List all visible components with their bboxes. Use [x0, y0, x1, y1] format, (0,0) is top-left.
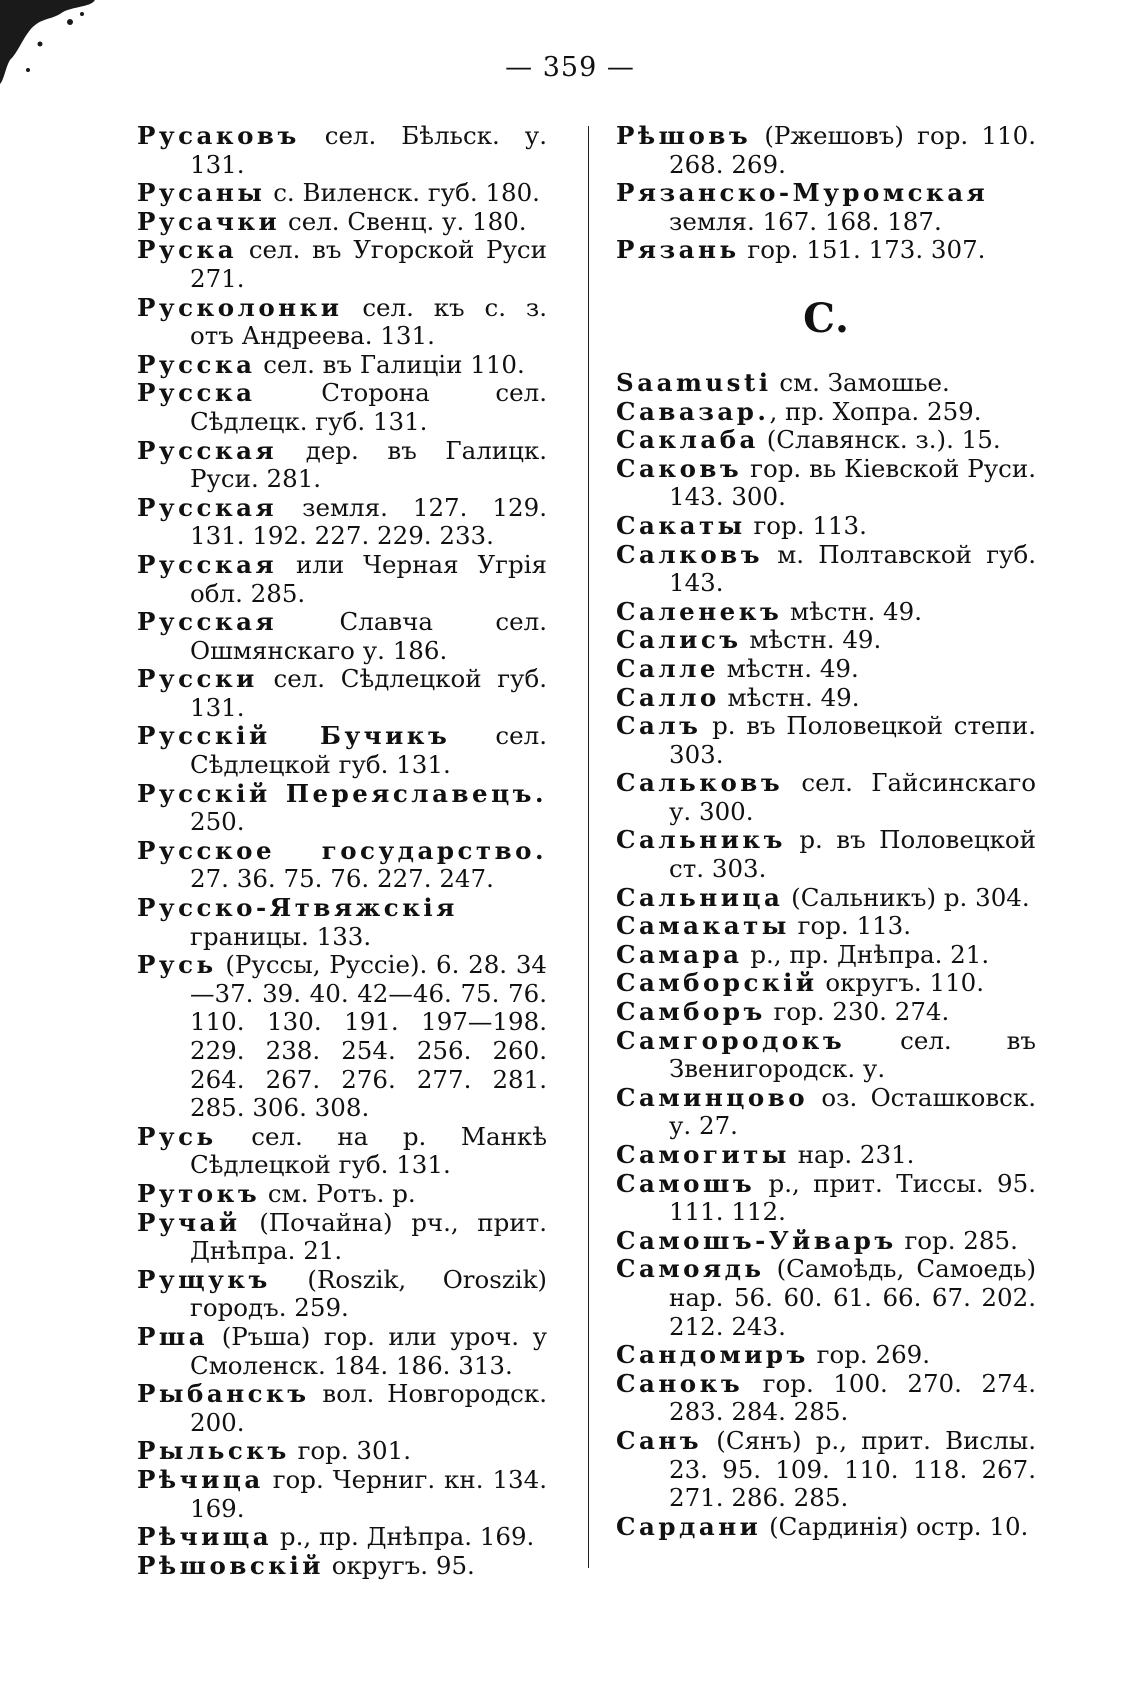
- entry-details: р., прит. Тиссы. 95. 111. 112.: [669, 1168, 1036, 1227]
- entry-headword: Санокъ: [616, 1368, 744, 1398]
- entry-headword: Русскій Бучикъ: [137, 721, 451, 751]
- index-entry: [137, 1523, 547, 1552]
- entry-headword: Русскій Переяславецъ.: [137, 778, 547, 808]
- index-entry: [137, 1180, 547, 1209]
- entry-details: сел. въ Галиціи 110.: [255, 349, 525, 379]
- entry-details: р. въ Половецкой ст. 303.: [669, 825, 1036, 884]
- entry-details: дер. въ Галицк. Руси. 281.: [190, 435, 547, 494]
- entry-headword: Рша: [137, 1321, 209, 1351]
- entry-details: р., пр. Днѣпра. 169.: [272, 1522, 535, 1552]
- entry-details: сел. въ Угорской Руси 271.: [190, 235, 547, 293]
- index-entry: [137, 351, 547, 380]
- entry-details: гор. вь Кіевской Руси. 143. 300.: [669, 453, 1036, 512]
- entry-details: гор. Черниг. кн. 134. 169.: [190, 1464, 547, 1523]
- index-entry: [137, 494, 547, 551]
- entry-headword: Рѣшовъ: [616, 121, 752, 150]
- entry-headword: Самошъ: [616, 1168, 756, 1198]
- entry-details: или Черная Угрія обл. 285.: [190, 549, 547, 608]
- entry-details: см. Замошье.: [771, 367, 950, 397]
- index-entry: [616, 598, 1036, 627]
- entry-headword: Самгородокъ: [616, 1025, 846, 1055]
- entry-details: 27. 36. 75. 76. 227. 247.: [190, 864, 494, 894]
- entry-details: сел. къ с. з. отъ Андреева. 131.: [190, 292, 547, 351]
- entry-headword: Сальковъ: [616, 768, 784, 798]
- index-entry: [616, 122, 1036, 179]
- right-column-bottom: [616, 369, 1036, 1541]
- index-entry: [616, 541, 1036, 598]
- page-number: — 359 —: [505, 52, 635, 83]
- index-entry: [137, 551, 547, 608]
- entry-details: см. Ротъ. р.: [260, 1178, 416, 1208]
- entry-headword: Русаны: [137, 178, 266, 208]
- entry-headword: Сальникъ: [616, 825, 786, 855]
- entry-details: (Почайна) рч., прит. Днѣпра. 21.: [190, 1207, 547, 1266]
- entry-headword: Салковъ: [616, 539, 763, 569]
- index-entry: [616, 769, 1036, 826]
- entry-headword: Рущукъ: [137, 1264, 271, 1294]
- entry-headword: Саминцово: [616, 1082, 809, 1112]
- entry-headword: Рѣчища: [137, 1522, 273, 1552]
- index-entry: [616, 1513, 1036, 1542]
- entry-headword: Ручай: [137, 1207, 241, 1237]
- entry-headword: Русская: [137, 435, 278, 465]
- entry-details: сел. на р. Манкѣ Сѣдлецкой губ. 131.: [190, 1121, 547, 1180]
- entry-headword: Русски: [137, 664, 258, 694]
- entry-headword: Сардани: [616, 1511, 762, 1541]
- index-entry: [137, 894, 547, 951]
- entry-details: с. Виленск. губ. 180.: [265, 178, 540, 208]
- entry-headword: Рязанско-Муромская: [616, 178, 989, 208]
- entry-details: м. Полтавской губ. 143.: [669, 539, 1036, 598]
- entry-headword: Саленекъ: [616, 596, 783, 626]
- entry-headword: Русколонки: [137, 292, 343, 322]
- entry-headword: Самоядь: [616, 1254, 765, 1284]
- entry-details: гор. 113.: [789, 911, 912, 941]
- entry-headword: Салъ: [616, 711, 702, 741]
- index-entry: [616, 998, 1036, 1027]
- entry-details: округъ. 110.: [817, 968, 985, 998]
- entry-details: сел. Гайсинскаго у. 300.: [669, 768, 1036, 826]
- index-entry: [137, 780, 547, 837]
- index-entry: [616, 684, 1036, 713]
- entry-details: (Сардинія) остр. 10.: [761, 1511, 1029, 1541]
- index-entry: [616, 712, 1036, 769]
- entry-details: гор. 100. 270. 274. 283. 284. 285.: [669, 1368, 1036, 1427]
- entry-details: р. въ Половецкой степи. 303.: [669, 711, 1036, 769]
- entry-details: оз. Осташковск. у. 27.: [669, 1082, 1036, 1141]
- entry-headword: Рыбанскъ: [137, 1379, 310, 1409]
- index-entry: [616, 626, 1036, 655]
- index-entry: [616, 179, 1036, 236]
- entry-headword: Saamusti: [616, 367, 772, 397]
- entry-headword: Самара: [616, 939, 743, 969]
- entry-details: гор. 151. 173. 307.: [739, 235, 986, 265]
- index-entry: [137, 236, 547, 293]
- entry-details: Славча сел. Ошмянскаго у. 186.: [190, 607, 547, 665]
- entry-headword: Русско-Ятвяжскія: [137, 893, 458, 923]
- entry-headword: Рязань: [616, 235, 740, 265]
- index-entry: [137, 665, 547, 722]
- entry-details: мѣстн. 49.: [741, 625, 882, 655]
- entry-headword: Санъ: [616, 1425, 703, 1455]
- index-entry: [616, 236, 1036, 265]
- entry-details: земля. 167. 168. 187.: [669, 206, 942, 236]
- entry-details: гор. 113.: [745, 510, 867, 540]
- index-entry: [616, 969, 1036, 998]
- entry-details: гор. 269.: [808, 1340, 931, 1370]
- entry-details: мѣстн. 49.: [782, 596, 923, 626]
- entry-details: (Ръша) гор. или уроч. у Смоленск. 184. 186. 313.: [190, 1321, 547, 1380]
- entry-headword: Русска: [137, 378, 256, 408]
- index-entry: [137, 208, 547, 237]
- entry-details: (Руссы, Руссіе). 6. 28. 34—37. 39. 40. 42—46. 75. 76. 110. 130. 191. 197—198. 229. 238. 254. 256. 260. 264. 267. 276. 277. 281. 285. 306. 308.: [190, 950, 547, 1123]
- index-entry: [137, 1209, 547, 1266]
- index-entry: [137, 608, 547, 665]
- entry-headword: Салисъ: [616, 625, 742, 655]
- index-entry: [616, 941, 1036, 970]
- entry-details: округъ. 95.: [323, 1550, 475, 1580]
- index-entry: [137, 1323, 547, 1380]
- entry-headword: Саковъ: [616, 453, 743, 483]
- entry-details: вол. Новгородск. 200.: [190, 1379, 547, 1437]
- index-entry: [137, 294, 547, 351]
- entry-headword: Русаковъ: [137, 121, 300, 150]
- index-entry: [137, 1437, 547, 1466]
- index-entry: [137, 722, 547, 779]
- entry-details: гор. 285.: [896, 1225, 1018, 1255]
- entry-headword: Самогиты: [616, 1140, 790, 1169]
- entry-details: Сторона сел. Сѣдлецк. губ. 131.: [190, 378, 547, 436]
- entry-details: нар. 231.: [789, 1140, 915, 1169]
- entry-details: земля. 127. 129. 131. 192. 227. 229. 233.: [190, 492, 547, 551]
- index-entry: [137, 1466, 547, 1523]
- index-entry: [616, 1084, 1036, 1141]
- entry-details: (Ржешовъ) гор. 110. 268. 269.: [669, 121, 1036, 179]
- entry-details: сел. Свенц. у. 180.: [280, 206, 527, 236]
- index-entry: [616, 398, 1036, 427]
- entry-headword: Русска: [137, 349, 256, 379]
- entry-details: (Сальникъ) р. 304.: [783, 882, 1030, 912]
- entry-details: (Сянъ) р., прит. Вислы. 23. 95. 109. 110. 118. 267. 271. 286. 285.: [669, 1425, 1036, 1513]
- right-column-top: [616, 122, 1036, 265]
- entry-headword: Сальница: [616, 882, 784, 912]
- index-entry: [616, 1027, 1036, 1084]
- entry-headword: Салло: [616, 682, 720, 712]
- entry-details: , пр. Хопра. 259.: [769, 396, 982, 426]
- entry-headword: Русь: [137, 950, 217, 980]
- index-entry: [616, 1341, 1036, 1370]
- index-entry: [616, 455, 1036, 512]
- right-column: [616, 122, 1036, 1541]
- index-entry: [616, 1227, 1036, 1256]
- index-entry: [137, 1123, 547, 1180]
- index-entry: [137, 379, 547, 436]
- entry-headword: Салле: [616, 653, 720, 683]
- index-entry: [137, 1380, 547, 1437]
- entry-details: сел. Бѣльск. у. 131.: [190, 121, 547, 179]
- index-entry: [137, 122, 547, 179]
- entry-details: мѣстн. 49.: [719, 653, 859, 683]
- index-entry: [616, 1370, 1036, 1427]
- index-entry: [137, 837, 547, 894]
- entry-details: гор. 301.: [289, 1436, 411, 1466]
- index-entry: [616, 655, 1036, 684]
- entry-headword: Русь: [137, 1121, 217, 1151]
- entry-headword: Русская: [137, 607, 278, 637]
- entry-details: гор. 230. 274.: [765, 997, 950, 1027]
- index-entry: [616, 884, 1036, 913]
- index-entry: [616, 426, 1036, 455]
- index-entry: [616, 1427, 1036, 1513]
- entry-details: границы. 133.: [190, 921, 372, 951]
- entry-details: сел. Сѣдлецкой губ. 131.: [190, 664, 547, 722]
- entry-headword: Самакаты: [616, 911, 790, 941]
- entry-headword: Рутокъ: [137, 1178, 261, 1208]
- entry-details: 250.: [190, 807, 245, 837]
- index-entry: [137, 179, 547, 208]
- entry-details: р., пр. Днѣпра. 21.: [742, 939, 990, 969]
- index-entry: [616, 912, 1036, 941]
- entry-headword: Сакаты: [616, 510, 746, 540]
- entry-headword: Рѣчица: [137, 1464, 264, 1494]
- entry-headword: Самборъ: [616, 997, 766, 1027]
- entry-details: (Славянск. з.). 15.: [758, 425, 1001, 455]
- entry-headword: Рѣшовскій: [137, 1550, 324, 1580]
- entry-details: мѣстн. 49.: [719, 682, 860, 712]
- index-entry: [137, 437, 547, 494]
- entry-headword: Самошъ-Уйваръ: [616, 1225, 897, 1255]
- entry-headword: Руска: [137, 235, 238, 265]
- index-entry: [616, 1141, 1036, 1170]
- entry-details: сел. Сѣдлецкой губ. 131.: [190, 721, 547, 780]
- entry-headword: Русская: [137, 549, 278, 579]
- entry-details: сел. въ Звенигородск. у.: [669, 1025, 1036, 1084]
- index-entry: [137, 951, 547, 1123]
- entry-details: (Самоѣдь, Самоедь) нар. 56. 60. 61. 66. 67. 202. 212. 243.: [669, 1254, 1036, 1341]
- index-entry: [616, 1255, 1036, 1341]
- index-entry: [137, 1552, 547, 1581]
- left-column: [137, 122, 547, 1580]
- index-entry: [137, 1266, 547, 1323]
- column-divider: [588, 126, 589, 1568]
- entry-headword: Русачки: [137, 206, 281, 236]
- index-entry: [616, 826, 1036, 883]
- entry-headword: Саклаба: [616, 425, 759, 455]
- entry-headword: Самборскій: [616, 968, 818, 998]
- entry-headword: Сандомиръ: [616, 1340, 809, 1370]
- entry-headword: Русское государство.: [137, 835, 547, 865]
- entry-details: (Roszik, Oroszik) городъ. 259.: [190, 1264, 547, 1323]
- entry-headword: Русская: [137, 492, 278, 522]
- index-entry: [616, 512, 1036, 541]
- index-entry: [616, 369, 1036, 398]
- entry-headword: Рыльскъ: [137, 1436, 290, 1466]
- index-entry: [616, 1170, 1036, 1227]
- section-letter: С.: [803, 294, 849, 342]
- entry-headword: Савазар.: [616, 396, 770, 426]
